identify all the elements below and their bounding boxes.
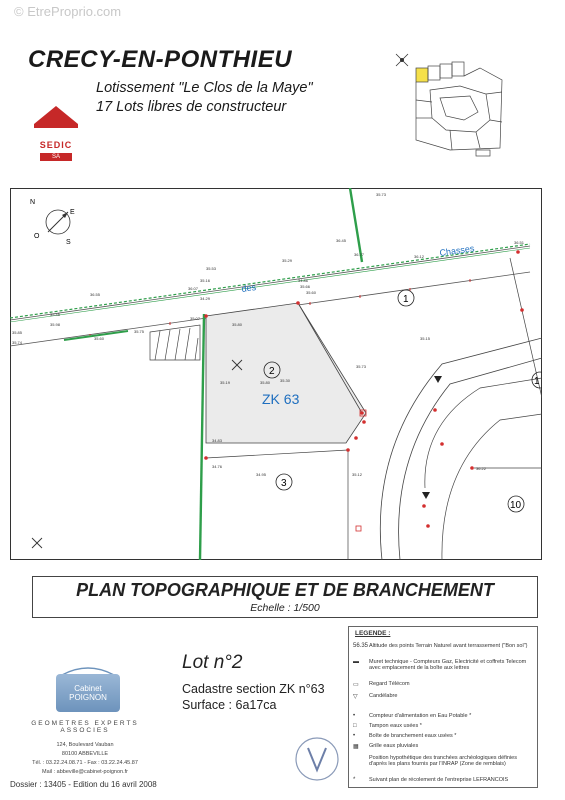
north-arrow-icon [396,54,408,66]
svg-text:35.19: 35.19 [220,380,231,385]
svg-text:35.98: 35.98 [50,322,61,327]
sedic-logo-text: SEDIC [39,140,73,150]
legend-item: ▽ Candélabre [353,693,398,700]
lot-title: Lot n°2 [182,652,243,673]
plan-scale: Echelle : 1/500 [250,602,320,614]
legend-title: LEGENDE : [355,630,391,637]
svg-text:36.12: 36.12 [414,254,425,259]
svg-text:34.86: 34.86 [298,278,309,283]
road-label-left: des [240,282,257,294]
legend-item: * Suivant plan de récolement de l'entreprise LEFRANCOIS [353,777,509,783]
compass-letter-s: S [66,239,71,246]
svg-text:35.73: 35.73 [376,192,387,197]
svg-text:34.29: 34.29 [200,296,211,301]
watermark: © EtreProprio.com [14,4,122,19]
road-label-right: Chasses [438,243,475,258]
company-email: Mail : abbeville@cabinet-poignon.fr [42,769,128,775]
legend-item: □ Tampon eaux usées * [353,723,422,729]
svg-text:35.15: 35.15 [420,336,431,341]
svg-text:35.60: 35.60 [94,336,105,341]
lot-cadastre: Cadastre section ZK n°63 [182,682,325,696]
site-plan-thumbnail [390,50,508,160]
topographic-plan [10,188,542,560]
svg-text:35.30: 35.30 [280,378,291,383]
svg-text:35.29: 35.29 [282,258,293,263]
legend-item: 56.35 Altitude des points Terrain Naturel avant terrassement ("Bon sol") [353,643,528,649]
compass-icon [46,210,70,234]
svg-text:35.74: 35.74 [12,340,23,345]
svg-text:35.07: 35.07 [190,316,201,321]
legend-item: ▦ Grille eaux pluviales [353,743,419,750]
company-address-2: 80100 ABBEVILLE [61,751,109,757]
legend-item: Position hypothétique des tranchées archéologiques définies d'après les plans fournis par l'INRAP (Zone de remblais) [369,755,517,767]
plan-drawing [10,188,542,560]
svg-text:35.53: 35.53 [206,266,217,271]
company-tagline: GEOMETRES EXPERTS ASSOCIES [31,720,139,734]
cabinet-logo-text: Cabinet POIGNON [69,684,107,702]
svg-text:35.85: 35.85 [12,330,23,335]
lot-number-2: 2 [269,366,275,377]
svg-text:36.51: 36.51 [514,240,525,245]
svg-text:35.45: 35.45 [50,312,61,317]
svg-text:36.77: 36.77 [354,252,365,257]
company-phone: Tél. : 03.22.24.08.71 - Fax : 03.22.24.45.87 [32,760,138,766]
plan-title: PLAN TOPOGRAPHIQUE ET DE BRANCHEMENT [76,580,494,600]
svg-text:34.76: 34.76 [212,464,223,469]
lot-number-3: 3 [281,478,287,489]
svg-text:35.75: 35.75 [134,329,145,334]
lot-number-1: 1 [403,294,409,305]
svg-text:35.60: 35.60 [306,290,317,295]
svg-text:35.12: 35.12 [352,472,363,477]
svg-text:35.16: 35.16 [200,278,211,283]
svg-text:35.73: 35.73 [356,364,367,369]
svg-text:34.83: 34.83 [212,438,223,443]
svg-text:35.80: 35.80 [260,380,271,385]
validation-stamp-icon [294,736,340,782]
svg-text:35.66: 35.66 [300,284,311,289]
svg-text:36.45: 36.45 [336,238,347,243]
legend-item: ▭ Regard Télécom [353,681,410,688]
company-address-1: 124, Boulevard Vauban [56,742,114,748]
legend-item: • Boîte de branchement eaux usées * [353,733,457,739]
legend-item: ▬ Muret technique - Compteurs Gaz, Electricité et coffrets Telecom avec emplacement de la boîte aux lettres [353,659,527,671]
subdivision-name: Lotissement "Le Clos de la Maye" [96,80,313,96]
legend-item: • Compteur d'alimentation en Eau Potable * [353,713,472,719]
legend-box [348,626,538,788]
svg-text:36.07: 36.07 [188,286,199,291]
parcel-reference: ZK 63 [262,391,300,407]
sedic-logo-roof [34,106,78,128]
compass-letter-n: N [30,199,36,206]
lot-number-10: 10 [510,500,522,511]
svg-text:35.80: 35.80 [232,322,243,327]
lots-description: 17 Lots libres de constructeur [96,99,287,115]
compass-letter-o: O [34,233,40,240]
lot-number-partial: 1 [534,376,540,387]
document-title: CRECY-EN-PONTHIEU [28,46,293,73]
lot-surface: Surface : 6a17ca [182,698,277,712]
svg-text:34.95: 34.95 [256,472,267,477]
dossier-reference: Dossier : 13405 - Edition du 16 avril 2008 [10,780,157,789]
svg-text:36.55: 36.55 [90,292,101,297]
sedic-logo-sa: SA [40,153,72,161]
svg-text:36.22: 36.22 [476,466,487,471]
compass-letter-e: E [70,209,75,216]
